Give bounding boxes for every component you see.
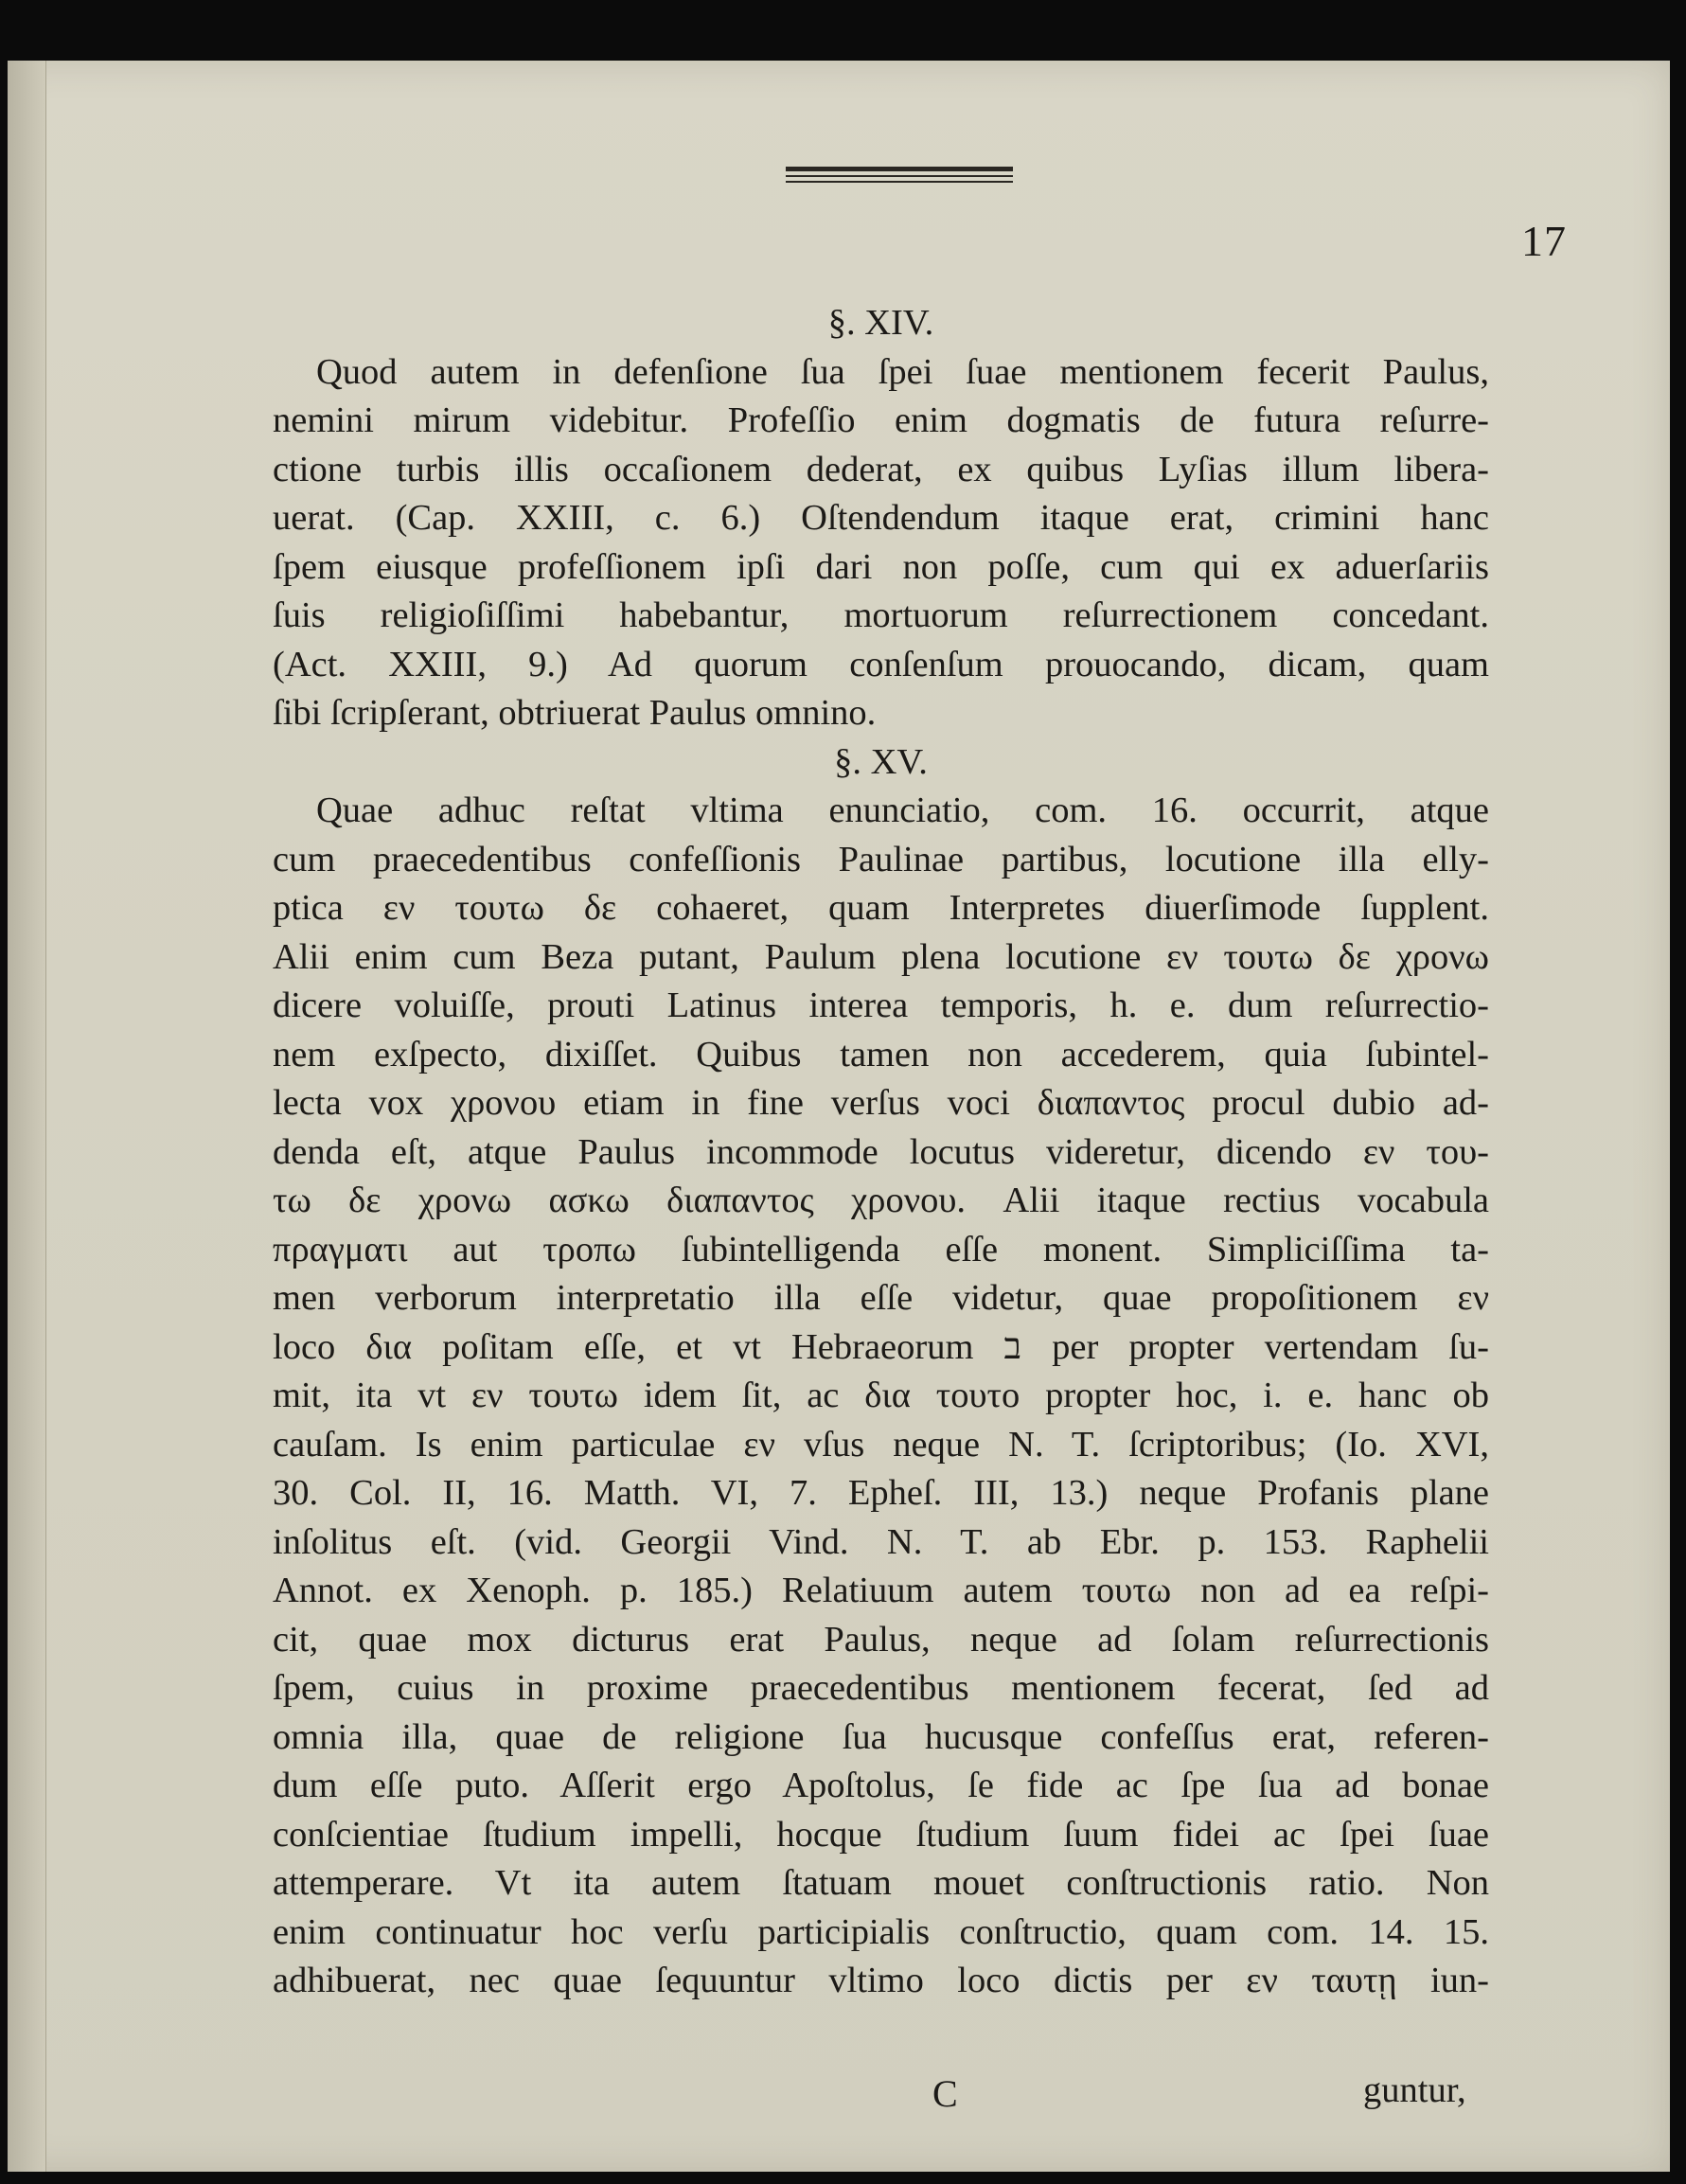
text-line: mit, ita vt εν τουτω idem ſit, ac δια τουτο propter hoc, i. e. hanc ob: [273, 1376, 1489, 1415]
header-ornament-rule: [786, 163, 1013, 186]
text-line: nemini mirum videbitur. Profeſſio enim dogmatis de futura reſurre-: [273, 400, 1489, 440]
text-line: loco δια poſitam eſſe, et vt Hebraeorum ב per propter vertendam ſu-: [273, 1326, 1489, 1367]
text-line: Quod autem in defenſione ſua ſpei ſuae mentionem fecerit Paulus,: [316, 351, 1489, 392]
text-line: conſcientiae ſtudium impelli, hocque ſtudium ſuum fidei ac ſpei ſuae: [273, 1814, 1489, 1855]
text-line: lecta vox χρονου etiam in fine verſus voci διαπαντος procul dubio ad-: [273, 1083, 1489, 1123]
text-line: ſibi ſcripſerant, obtriuerat Paulus omnino.: [273, 693, 877, 733]
signature-mark: C: [932, 2072, 958, 2115]
text-line: dicere voluiſſe, prouti Latinus interea temporis, h. e. dum reſurrectio-: [273, 985, 1489, 1025]
text-line: adhibuerat, nec quae ſequuntur vltimo loco dictis per εν ταυτῃ iun-: [273, 1961, 1489, 2000]
text-line: dum eſſe puto. Aſſerit ergo Apoſtolus, ſe fide ac ſpe ſua ad bonae: [273, 1766, 1489, 1805]
text-line: omnia illa, quae de religione ſua hucusque confeſſus erat, referen-: [273, 1716, 1489, 1757]
text-line: Annot. ex Xenoph. p. 185.) Relatiuum autem τουτω non ad ea reſpi-: [273, 1571, 1489, 1610]
catchword: guntur,: [1363, 2070, 1466, 2110]
text-line: uerat. (Cap. XXIII, c. 6.) Oſtendendum itaque erat, crimini hanc: [273, 498, 1489, 538]
text-line: inſolitus eſt. (vid. Georgii Vind. N. T. ab Ebr. p. 153. Raphelii: [273, 1521, 1489, 1562]
text-line: ſpem eiusque profeſſionem ipſi dari non poſſe, cum qui ex aduerſariis: [273, 546, 1489, 587]
text-line: (Act. XXIII, 9.) Ad quorum conſenſum prouocando, dicam, quam: [273, 644, 1489, 684]
text-line: πραγματι aut τροπω ſubintelligenda eſſe monent. Simpliciſſima ta-: [273, 1229, 1489, 1270]
page-spine-edge: [8, 61, 46, 2172]
text-line: Alii enim cum Beza putant, Paulum plena locutione εν τουτω δε χρονω: [273, 936, 1489, 977]
text-line: cauſam. Is enim particulae εν vſus neque N. T. ſcriptoribus; (Io. XVI,: [273, 1424, 1489, 1465]
text-line: Quae adhuc reſtat vltima enunciatio, com. 16. occurrit, atque: [316, 790, 1489, 830]
text-line: denda eſt, atque Paulus incommode locutus videretur, dicendo εν του-: [273, 1131, 1489, 1172]
text-line: nem exſpecto, dixiſſet. Quibus tamen non accederem, quia ſubintel-: [273, 1034, 1489, 1074]
page-number: 17: [1521, 217, 1567, 265]
text-line: ptica εν τουτω δε cohaeret, quam Interpretes diuerſimode ſupplent.: [273, 888, 1489, 928]
text-line: cum praecedentibus confeſſionis Paulinae partibus, locutione illa elly-: [273, 839, 1489, 879]
body-text: [273, 299, 1489, 2006]
text-line: cit, quae mox dicturus erat Paulus, neque ad ſolam reſurrectionis: [273, 1619, 1489, 1660]
text-line: men verborum interpretatio illa eſſe videtur, quae propoſitionem εν: [273, 1278, 1489, 1318]
text-line: ſuis religioſiſſimi habebantur, mortuorum reſurrectionem concedant.: [273, 595, 1489, 635]
text-line: τω δε χρονω ασκω διαπαντος χρονου. Alii itaque rectius vocabula: [273, 1181, 1489, 1220]
text-line: attemperare. Vt ita autem ſtatuam mouet conſtructionis ratio. Non: [273, 1863, 1489, 1903]
text-line: ſpem, cuius in proxime praecedentibus mentionem fecerat, ſed ad: [273, 1668, 1489, 1708]
text-line: ctione turbis illis occaſionem dederat, ex quibus Lyſias illum libera-: [273, 449, 1489, 489]
text-line: enim continuatur hoc verſu participialis conſtructio, quam com. 14. 15.: [273, 1911, 1489, 1952]
text-line: 30. Col. II, 16. Matth. VI, 7. Epheſ. III, 13.) neque Profanis plane: [273, 1473, 1489, 1513]
section-heading: §. XIV.: [827, 303, 934, 343]
section-heading: §. XV.: [834, 741, 928, 782]
